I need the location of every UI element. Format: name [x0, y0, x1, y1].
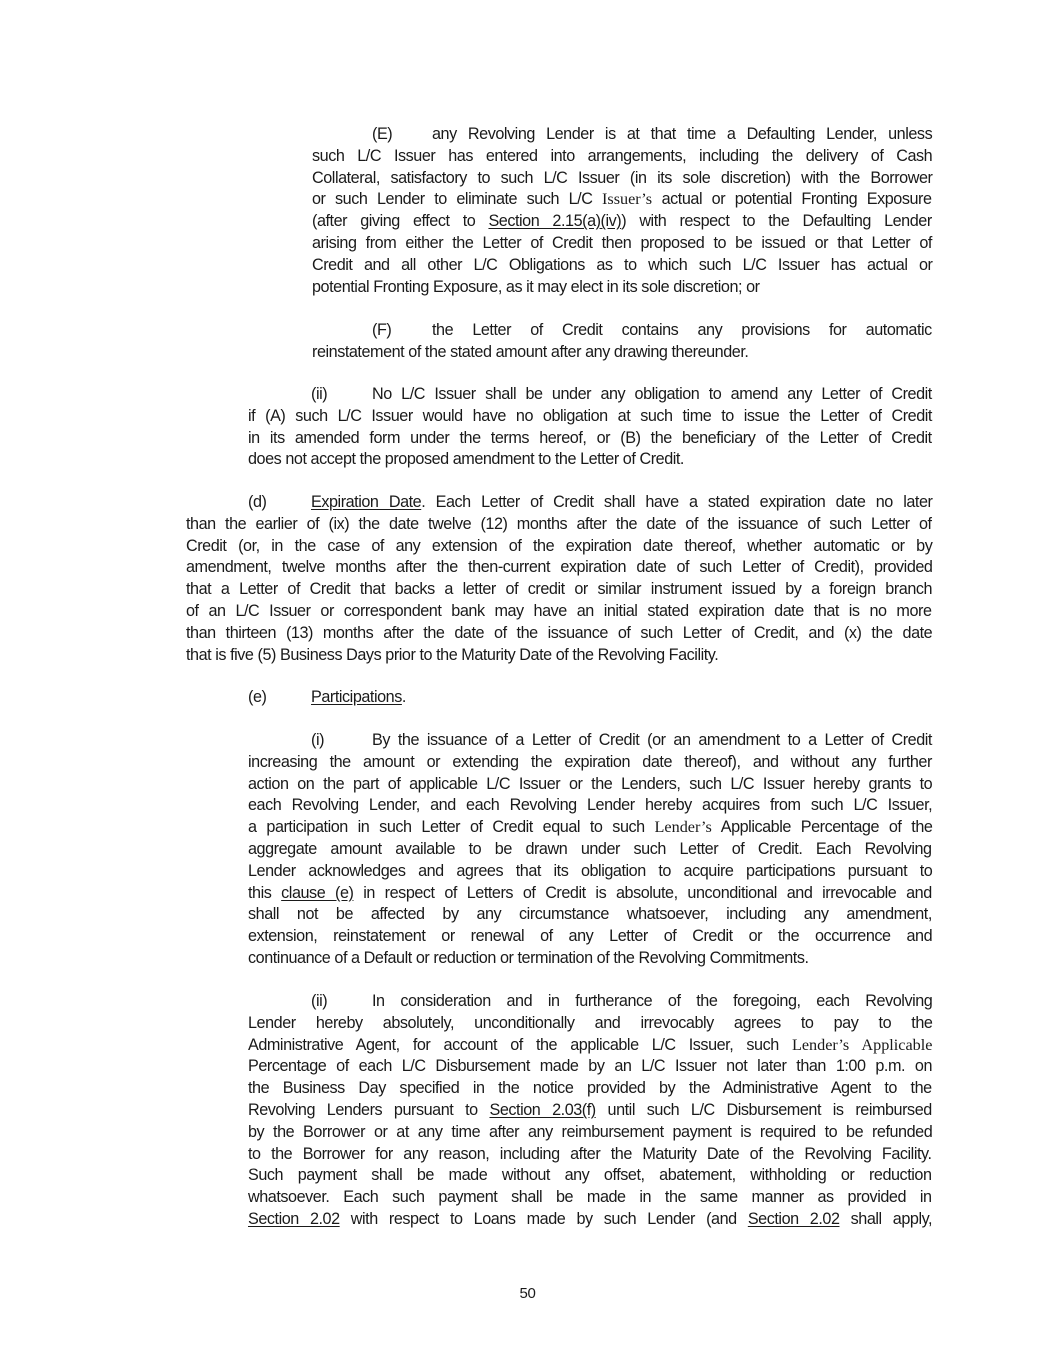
- section-reference-link: Section 2.02: [747, 1209, 840, 1228]
- paragraph-d: (d) Expiration Date. Each Letter of Credit shall have a stated expiration date no later than the earlier of (ix) the date twelve (12) months after the date of the issuance of such Letter of Credit (or, in the case of any extension of the expiration date thereof, whether automatic or by amendment, twelve months after the then-current expiration date of such Letter of Credit), provided that a Letter of Credit that backs a letter of credit or similar instrument issued by a foreign branch of an L/C Issuer or correspondent bank may have an initial stated expiration date that is no more than thirteen (13) months after the date of the issuance of such Letter of Credit, and (x) the date that is five (5) Business Days prior to the Maturity Date of the Revolving Facility.: [186, 493, 933, 664]
- section-heading: Participations: [311, 688, 402, 706]
- section-heading: Expiration Date: [311, 493, 422, 511]
- page-number: 50: [519, 1285, 536, 1302]
- paragraph-label: (F): [372, 321, 392, 339]
- paragraph-label: (d): [248, 493, 267, 511]
- paragraph-label: (ii): [311, 385, 328, 403]
- paragraph-label: (E): [372, 125, 393, 143]
- paragraph-e-ii: (ii) In consideration and in furtherance of the foregoing, each Revolving Lender hereby absolutely, unconditionally and irrevocably agrees to pay to the Administrative Agent, for account of the applicable L/C Issuer, such Lender’s Applicable Percentage of each L/C Disbursement made by an L/C Issuer not later than 1:00 p.m. on the Business Day specified in the notice provided by the Administrative Agent to the Revolving Lenders pursuant to Section 2.03(f) until such L/C Disbursement is reimbursed by the Borrower or at any time after any reimbursement payment is required to be refunded to the Borrower for any reason, including after the Maturity Date of the Revolving Facility. Such payment shall be made without any offset, abatement, withholding or reduction whatsoever. Each such payment shall be made in the same manner as provided in Section 2.02 with respect to Loans made by such Lender (and Section 2.02 shall apply,: [248, 992, 933, 1228]
- section-reference-link: Section 2.02: [248, 1209, 340, 1228]
- paragraph-E: (E) any Revolving Lender is at that time a Defaulting Lender, unless such L/C Issuer has entered into arrangements, including the delivery of Cash Collateral, satisfactory to such L/C Issuer (in its sole discretion) with the Borrower or such Lender to eliminate such L/C Issuer’s actual or potential Fronting Exposure (after giving effect to Section 2.15(a)(iv)) with respect to the Defaulting Lender arising from either the Letter of Credit then proposed to be issued or that Letter of Credit and all other L/C Obligations as to which such L/C Issuer has actual or potential Fronting Exposure, as it may elect in its sole discretion; or: [312, 125, 933, 296]
- paragraph-e: (e) Participations.: [248, 687, 932, 709]
- paragraph-label: (e): [248, 688, 267, 706]
- paragraph-label: (i): [311, 731, 325, 749]
- paragraph-e-i: (i) By the issuance of a Letter of Credit (or an amendment to a Letter of Credit increasing the amount or extending the expiration date thereof), and without any further action on the part of applicable L/C Issuer or the Lenders, such L/C Issuer hereby grants to each Revolving Lender, and each Revolving Lender hereby acquires from such L/C Issuer, a participation in such Letter of Credit equal to such Lender’s Applicable Percentage of the aggregate amount available to be drawn under such Letter of Credit. Each Revolving Lender acknowledges and agrees that its obligation to acquire participations pursuant to this clause (e) in respect of Letters of Credit is absolute, unconditional and irrevocable and shall not be affected by any circumstance whatsoever, including any amendment, extension, reinstatement or renewal of any Letter of Credit or the occurrence and continuance of a Default or reduction or termination of the Revolving Commitments.: [248, 731, 933, 967]
- section-reference-link: Section 2.03(f): [489, 1100, 596, 1119]
- paragraph-c-ii: (ii) No L/C Issuer shall be under any obligation to amend any Letter of Credit if (A) such L/C Issuer would have no obligation at such time to issue the Letter of Credit in its amended form under the terms hereof, or (B) the beneficiary of the Letter of Credit does not accept the proposed amendment to the Letter of Credit.: [248, 385, 932, 469]
- section-reference-link: Section 2.15(a)(iv): [488, 212, 622, 231]
- paragraph-label: (ii): [311, 992, 328, 1010]
- clause-reference-link: clause (e): [281, 883, 354, 902]
- paragraph-F: (F) the Letter of Credit contains any provisions for automatic reinstatement of the stated amount after any drawing thereunder.: [312, 321, 932, 361]
